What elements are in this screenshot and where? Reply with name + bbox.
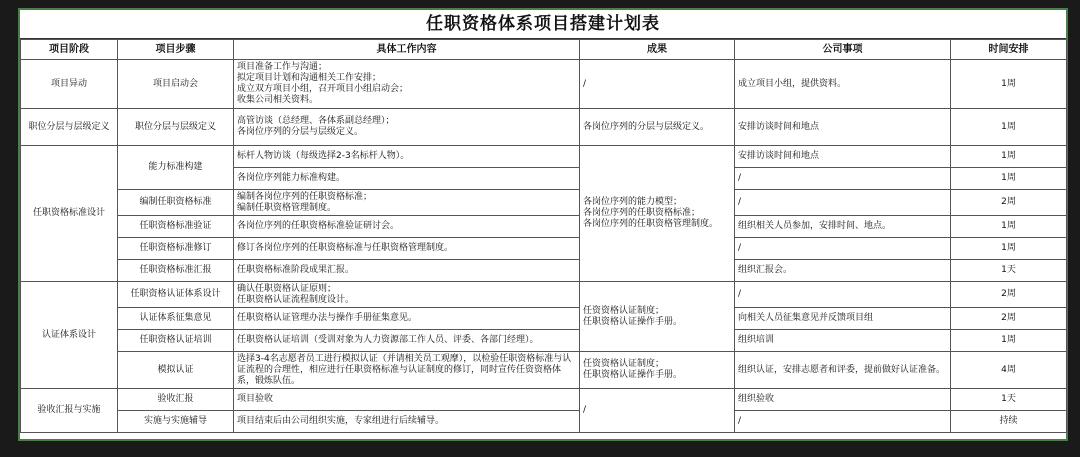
phase-cell[interactable]: 职位分层与层级定义	[21, 109, 118, 146]
table-row	[21, 238, 1067, 260]
time-cell[interactable]: 1周	[951, 168, 1067, 190]
content-cell[interactable]: 编制各岗位序列的任职资格标准； 编制任职资格管理制度。	[234, 190, 580, 216]
col-header-content[interactable]: 具体工作内容	[234, 40, 580, 60]
company-cell[interactable]: /	[735, 282, 951, 308]
step-cell[interactable]: 任职资格认证培训	[118, 330, 234, 352]
table-row	[21, 190, 1067, 216]
company-cell[interactable]: /	[735, 190, 951, 216]
company-cell[interactable]: /	[735, 238, 951, 260]
table-row	[21, 389, 1067, 411]
company-cell[interactable]: /	[735, 168, 951, 190]
time-cell[interactable]: 1周	[951, 60, 1067, 109]
plan-table	[20, 39, 1067, 433]
time-cell[interactable]: 2周	[951, 308, 1067, 330]
time-cell[interactable]: 1周	[951, 146, 1067, 168]
time-cell[interactable]: 1天	[951, 260, 1067, 282]
time-cell[interactable]: 1周	[951, 238, 1067, 260]
content-cell[interactable]: 各岗位序列的任职资格标准验证研讨会。	[234, 216, 580, 238]
time-cell[interactable]: 1周	[951, 330, 1067, 352]
step-cell[interactable]: 职位分层与层级定义	[118, 109, 234, 146]
content-cell[interactable]: 各岗位序列能力标准构建。	[234, 168, 580, 190]
step-cell[interactable]: 任职资格标准汇报	[118, 260, 234, 282]
step-cell[interactable]: 任职资格认证体系设计	[118, 282, 234, 308]
phase-cell[interactable]: 认证体系设计	[21, 282, 118, 389]
step-cell[interactable]: 能力标准构建	[118, 146, 234, 190]
company-cell[interactable]: 安排访谈时间和地点	[735, 109, 951, 146]
company-cell[interactable]: 成立项目小组，提供资料。	[735, 60, 951, 109]
step-cell[interactable]: 编制任职资格标准	[118, 190, 234, 216]
step-cell[interactable]: 任职资格标准修订	[118, 238, 234, 260]
time-cell[interactable]: 2周	[951, 282, 1067, 308]
table-row	[21, 282, 1067, 308]
col-header-result[interactable]: 成果	[580, 40, 735, 60]
table-row	[21, 308, 1067, 330]
time-cell[interactable]: 2周	[951, 190, 1067, 216]
time-cell[interactable]: 1天	[951, 389, 1067, 411]
content-cell[interactable]: 高管访谈（总经理、各体系副总经理）； 各岗位序列的分层与层级定义。	[234, 109, 580, 146]
phase-cell[interactable]: 项目异动	[21, 60, 118, 109]
col-header-company[interactable]: 公司事项	[735, 40, 951, 60]
company-cell[interactable]: 向相关人员征集意见并反馈项目组	[735, 308, 951, 330]
result-cell[interactable]: 任资资格认证制度； 任职资格认证操作手册。	[580, 352, 735, 389]
content-cell[interactable]: 项目准备工作与沟通； 拟定项目计划和沟通相关工作安排； 成立双方项目小组，召开项目小组启动会； 收集公司相关资料。	[234, 60, 580, 109]
result-cell[interactable]: /	[580, 60, 735, 109]
company-cell[interactable]: 组织相关人员参加，安排时间、地点。	[735, 216, 951, 238]
content-cell[interactable]: 确认任职资格认证原则； 任职资格认证流程制度设计。	[234, 282, 580, 308]
step-cell[interactable]: 认证体系征集意见	[118, 308, 234, 330]
company-cell[interactable]: 组织培训	[735, 330, 951, 352]
content-cell[interactable]: 项目结束后由公司组织实施，专家组进行后续辅导。	[234, 411, 580, 433]
content-cell[interactable]: 选择3-4名志愿者员工进行模拟认证（并请相关员工观摩），以检验任职资格标准与认证流程的合理性，相应进行任职资格标准与认证制度的修订，同时宣传任资资格体系，锻炼队伍。	[234, 352, 580, 389]
time-cell[interactable]: 4周	[951, 352, 1067, 389]
result-cell[interactable]: 任资资格认证制度； 任职资格认证操作手册。	[580, 282, 735, 352]
time-cell[interactable]: 1周	[951, 109, 1067, 146]
step-cell[interactable]: 验收汇报	[118, 389, 234, 411]
company-cell[interactable]: 组织认证，安排志愿者和评委，提前做好认证准备。	[735, 352, 951, 389]
phase-cell[interactable]: 验收汇报与实施	[21, 389, 118, 433]
col-header-step[interactable]: 项目步骤	[118, 40, 234, 60]
plan-sheet	[18, 8, 1068, 441]
content-cell[interactable]: 任职资格认证管理办法与操作手册征集意见。	[234, 308, 580, 330]
company-cell[interactable]: 组织汇报会。	[735, 260, 951, 282]
content-cell[interactable]: 任职资格标准阶段成果汇报。	[234, 260, 580, 282]
content-cell[interactable]: 标杆人物访谈（每级选择2-3名标杆人物）。	[234, 146, 580, 168]
table-row	[21, 146, 1067, 168]
col-header-time[interactable]: 时间安排	[951, 40, 1067, 60]
result-cell[interactable]: 各岗位序列的分层与层级定义。	[580, 109, 735, 146]
result-cell[interactable]: 各岗位序列的能力模型； 各岗位序列的任职资格标准； 各岗位序列的任职资格管理制度。	[580, 146, 735, 282]
step-cell[interactable]: 任职资格标准验证	[118, 216, 234, 238]
step-cell[interactable]: 项目启动会	[118, 60, 234, 109]
table-row	[21, 216, 1067, 238]
table-row	[21, 60, 1067, 109]
table-row	[21, 352, 1067, 389]
company-cell[interactable]: /	[735, 411, 951, 433]
company-cell[interactable]: 安排访谈时间和地点	[735, 146, 951, 168]
step-cell[interactable]: 实施与实施辅导	[118, 411, 234, 433]
step-cell[interactable]: 模拟认证	[118, 352, 234, 389]
table-row	[21, 411, 1067, 433]
phase-cell[interactable]: 任职资格标准设计	[21, 146, 118, 282]
time-cell[interactable]: 1周	[951, 216, 1067, 238]
content-cell[interactable]: 项目验收	[234, 389, 580, 411]
table-row	[21, 330, 1067, 352]
sheet-title: 任职资格体系项目搭建计划表	[20, 10, 1066, 39]
col-header-phase[interactable]: 项目阶段	[21, 40, 118, 60]
table-row	[21, 260, 1067, 282]
time-cell[interactable]: 持续	[951, 411, 1067, 433]
company-cell[interactable]: 组织验收	[735, 389, 951, 411]
table-row	[21, 109, 1067, 146]
content-cell[interactable]: 修订各岗位序列的任职资格标准与任职资格管理制度。	[234, 238, 580, 260]
content-cell[interactable]: 任职资格认证培训（受训对象为人力资源部工作人员、评委、各部门经理）。	[234, 330, 580, 352]
result-cell[interactable]: /	[580, 389, 735, 433]
header-row	[21, 40, 1067, 60]
